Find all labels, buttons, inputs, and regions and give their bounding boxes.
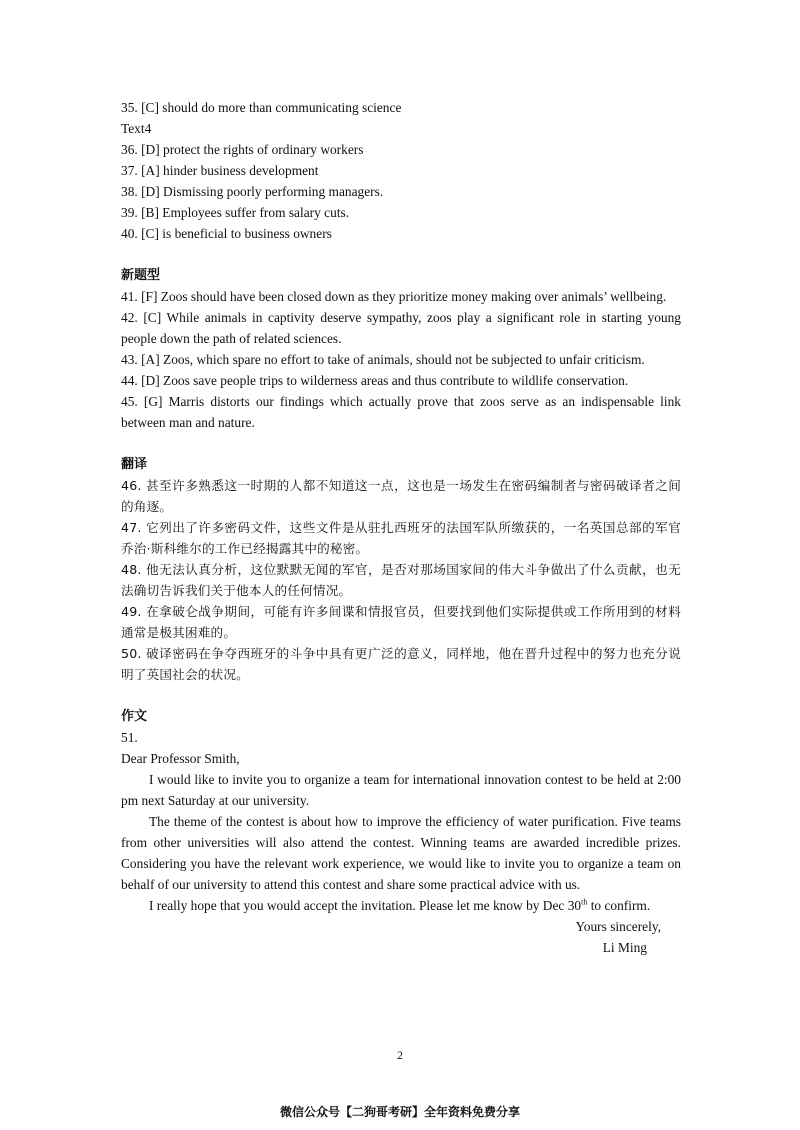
footer-note: 微信公众号【二狗哥考研】全年资料免费分享 (279, 1105, 520, 1119)
answer-46: 46. 甚至许多熟悉这一时期的人都不知道这一点，这也是一场发生在密码编制者与密码破译者之间的角逐。 (121, 478, 681, 514)
answer-49: 49. 在拿破仑战争期间，可能有许多间谍和情报官员，但要找到他们实际提供或工作所用到的材料通常是极其困难的。 (121, 604, 681, 640)
paragraph-3-end: to confirm. (587, 898, 651, 913)
text4-label: Text4 (121, 121, 152, 136)
answer-40: 40. [C] is beneficial to business owners (121, 226, 332, 241)
text4-answers (121, 97, 681, 244)
letter-signature: Li Ming (602, 940, 647, 955)
letter-closing: Yours sincerely, (575, 919, 661, 934)
paragraph-3-text: I really hope that you would accept the invitation. Please let me know by Dec 30 (149, 898, 582, 913)
answer-48: 48. 他无法认真分析，这位默默无闻的军官，是否对那场国家间的伟大斗争做出了什么贡献，也无法确切告诉我们关于他本人的任何情况。 (121, 562, 681, 598)
letter-paragraph-2: The theme of the contest is about how to improve the efficiency of water purification. Five teams from other universities will also attend the contest. Winning teams are awarded incredible prizes. Considering you have the relevant work experience, we would like to invite you to organize a team on behalf of our university to attend this contest and share some practical advice with us. (121, 814, 681, 892)
letter-paragraph-1: I would like to invite you to organize a team for international innovation contest to be held at 2:00 pm next Saturday at our university. (121, 772, 681, 808)
page-content (121, 97, 681, 958)
essay-number: 51. (121, 730, 138, 745)
letter-salutation: Dear Professor Smith, (121, 751, 240, 766)
answer-42: 42. [C] While animals in captivity deserve sympathy, zoos play a significant role in starting young people down the path of related sciences. (121, 310, 681, 346)
essay-letter (121, 727, 681, 958)
essay-heading: 作文 (121, 709, 148, 724)
ordinal-suffix: th (581, 897, 588, 907)
answer-39: 39. [B] Employees suffer from salary cuts. (121, 205, 350, 220)
new-type-answers (121, 286, 681, 433)
answer-43: 43. [A] Zoos, which spare no effort to take of animals, should not be subjected to unfair criticism. (121, 352, 645, 367)
answer-47: 47. 它列出了许多密码文件，这些文件是从驻扎西班牙的法国军队所缴获的，一名英国总部的军官乔治·斯科维尔的工作已经揭露其中的秘密。 (121, 520, 681, 556)
answer-45: 45. [G] Marris distorts our findings which actually prove that zoos serve as an indispensable link between man and nature. (121, 394, 681, 430)
answer-44: 44. [D] Zoos save people trips to wilderness areas and thus contribute to wildlife conservation. (121, 373, 629, 388)
new-type-heading: 新题型 (121, 268, 161, 283)
translation-answers (121, 475, 681, 685)
translation-heading: 翻译 (121, 457, 148, 472)
letter-paragraph-3 (121, 895, 681, 916)
answer-35: 35. [C] should do more than communicating science (121, 100, 402, 115)
answer-50: 50. 破译密码在争夺西班牙的斗争中具有更广泛的意义，同样地，他在晋升过程中的努力也充分说明了英国社会的状况。 (121, 646, 681, 682)
answer-36: 36. [D] protect the rights of ordinary workers (121, 142, 364, 157)
answer-38: 38. [D] Dismissing poorly performing managers. (121, 184, 384, 199)
answer-41: 41. [F] Zoos should have been closed down as they prioritize money making over animals’ wellbeing. (121, 289, 667, 304)
answer-37: 37. [A] hinder business development (121, 163, 319, 178)
page-number: 2 (397, 1048, 403, 1062)
